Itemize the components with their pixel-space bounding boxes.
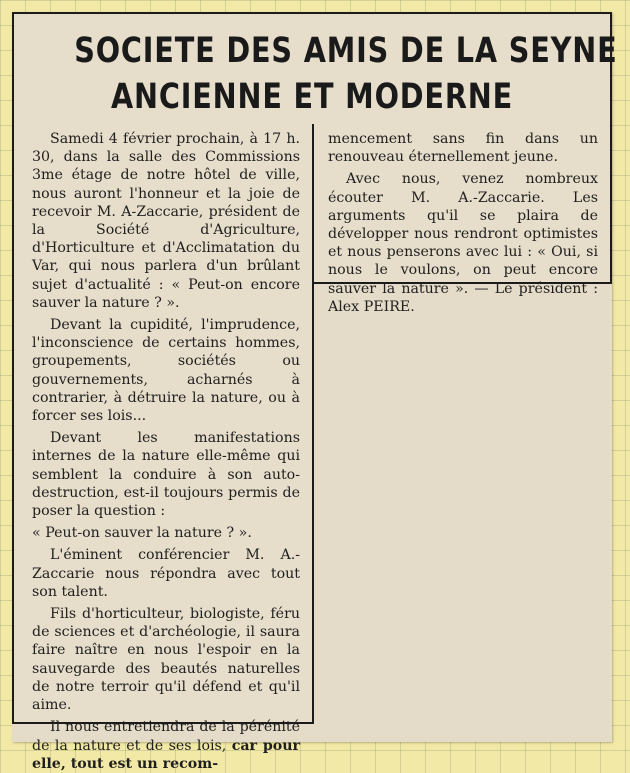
article-columns — [12, 124, 612, 772]
paragraph-perennity-text: Il nous entretiendra de la pérénité de la nature et de ses lois, — [32, 719, 300, 754]
paragraph-speaker: L'éminent conférencier M. A.-Zaccarie nous répondra avec tout son talent. — [32, 547, 300, 600]
paragraph-biography: Fils d'horticulteur, biologiste, féru de sciences et d'archéologie, il saura faire naître en nous l'espoir en la sauvegarde des beautés naturelles de notre terroir qu'il défend et qu'il aime. — [32, 606, 300, 714]
paragraph-invitation: Avec nous, venez nombreux écouter M. A.-Zaccarie. Les arguments qu'il se plaira de développer nous rendront optimistes et nous penserons avec lui : « Oui, si nous le voulons, on peut encore sauver la nature ». — Le président : Alex PEIRE. — [328, 171, 598, 315]
paragraph-perennity — [32, 718, 300, 773]
headline-line-2: ANCIENNE ET MODERNE — [110, 77, 514, 117]
headline-box — [12, 12, 618, 124]
paragraph-perennity-bold: car pour elle, tout est un recom- — [32, 737, 300, 772]
paragraph-continuation: mencement sans fin dans un renouveau éternellement jeune. — [328, 131, 598, 166]
paragraph-announcement: Samedi 4 février prochain, à 17 h. 30, dans la salle des Commissions 3me étage de notre hôtel de ville, nous auront l'honneur et la joie de recevoir M. A-Zaccarie, président de la Société d'Agriculture, d'Horticulture et d'Acclimatation du Var, qui nous parlera d'un brûlant sujet d'actualité : « Peut-on encore sauver la nature ? ». — [32, 131, 300, 311]
paragraph-manifestations: Devant les manifestations internes de la nature elle-même qui semblent la conduire à son auto-destruction, est-il toujours permis de poser la question : — [32, 430, 300, 520]
headline-line-1: SOCIETE DES AMIS DE LA SEYNE — [74, 31, 618, 71]
right-column — [314, 124, 612, 315]
paragraph-cupidity: Devant la cupidité, l'imprudence, l'inconscience de certains hommes, groupements, sociétés ou gouvernements, acharnés à contrarier, à détruire la nature, ou à forcer ses lois... — [32, 317, 300, 425]
left-column — [12, 124, 314, 772]
newspaper-clipping — [12, 12, 618, 772]
paragraph-question: « Peut-on sauver la nature ? ». — [32, 525, 252, 542]
